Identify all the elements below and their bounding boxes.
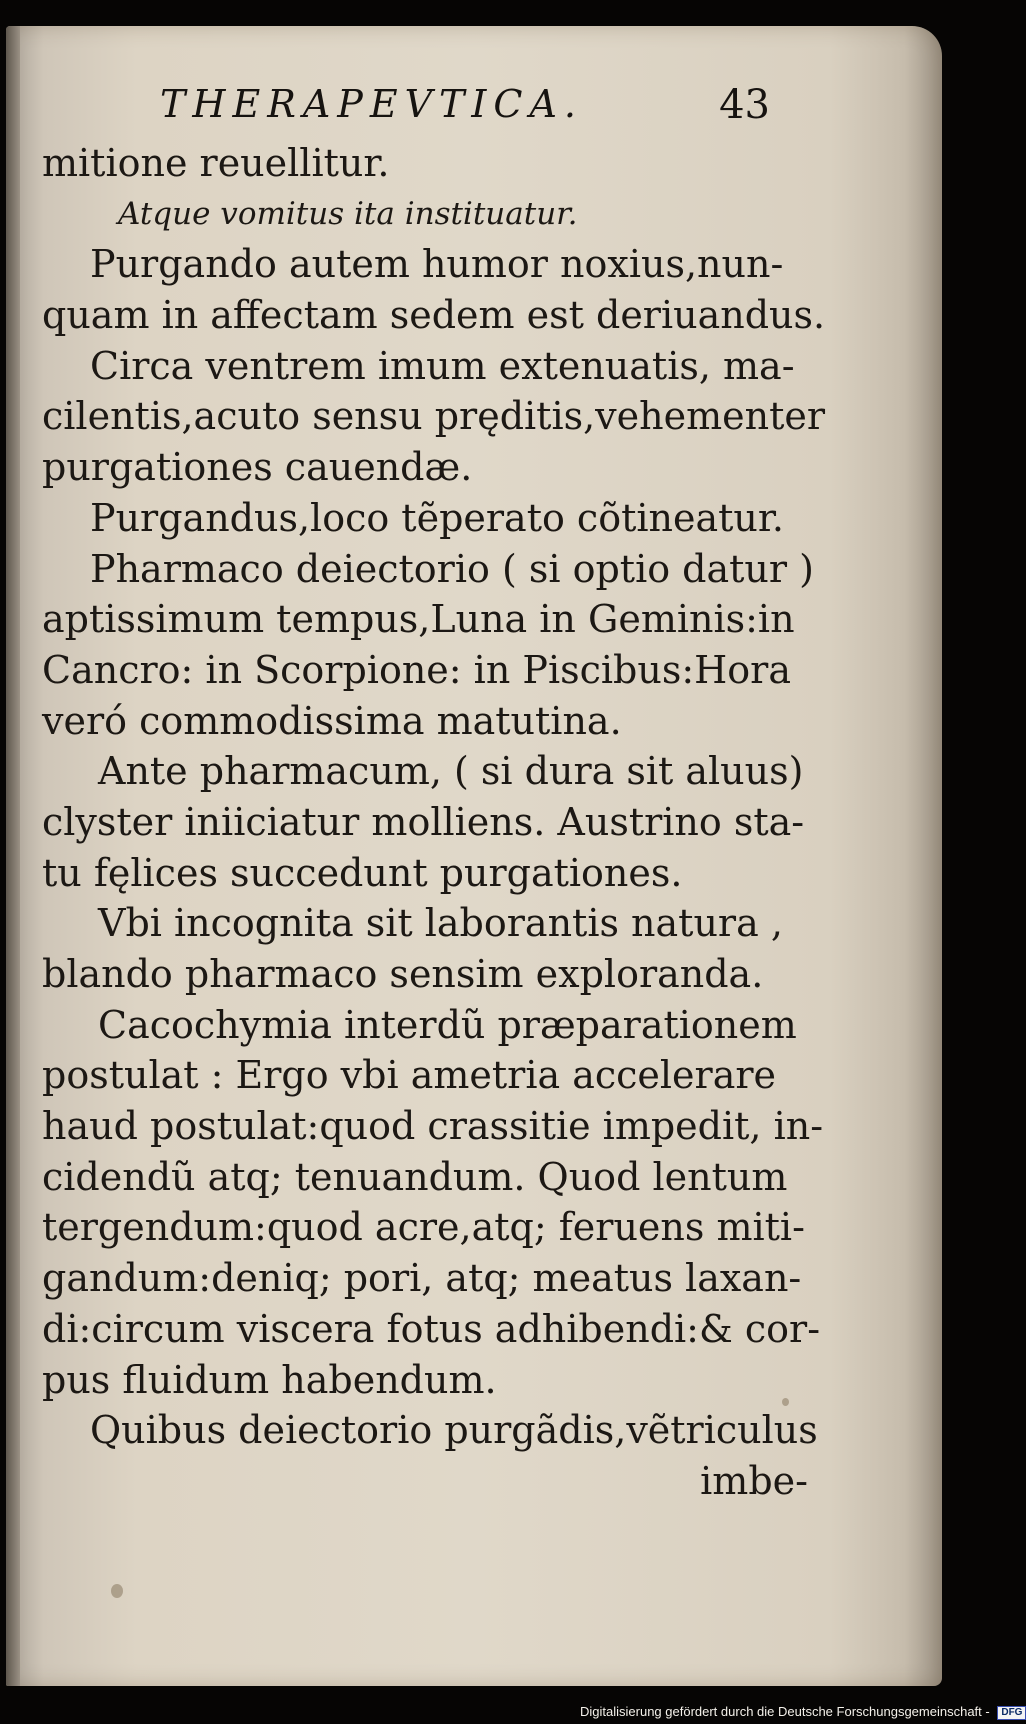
text-line: Vbi incognita sit laborantis natura ,: [98, 901, 783, 946]
text-line: Cacochymia interdũ præparationem: [98, 1002, 797, 1047]
text-line: Purgando autem humor noxius,nun-: [90, 242, 784, 287]
text-line: Cancro: in Scorpione: in Piscibus:Hora: [42, 647, 791, 692]
text-line: pus fluidum habendum.: [42, 1357, 497, 1402]
text-line: Pharmaco deiectorio ( si optio datur ): [90, 546, 814, 591]
dfg-logo: DFG: [997, 1706, 1026, 1720]
ink-smudge: [111, 1584, 123, 1598]
text-block: [42, 138, 826, 1507]
footer-credit-text: Digitalisierung gefördert durch die Deutsche Forschungsgemeinschaft -: [580, 1704, 990, 1719]
page-number: 43: [719, 82, 770, 128]
text-line: di:circum viscera fotus adhibendi:& cor-: [42, 1306, 821, 1351]
text-line: quam in affectam sedem est deriuandus.: [42, 293, 826, 338]
text-line: gandum:deniq; pori, atq; meatus laxan-: [42, 1256, 802, 1301]
text-line: purgationes cauendæ.: [42, 445, 473, 490]
footer-credit: [580, 1704, 1026, 1720]
text-line: mitione reuellitur.: [42, 141, 390, 185]
text-line: haud postulat:quod crassitie impedit, in-: [42, 1104, 824, 1149]
running-head: THERAPEVTICA.: [160, 82, 583, 126]
text-line: cidendũ atq; tenuandum. Quod lentum: [42, 1154, 788, 1199]
text-line: tergendum:quod acre,atq; feruens miti-: [42, 1205, 805, 1250]
text-line: postulat : Ergo vbi ametria accelerare: [42, 1053, 777, 1098]
text-line: aptissimum tempus,Luna in Geminis:in: [42, 597, 795, 642]
text-line: Ante pharmacum, ( si dura sit aluus): [98, 749, 804, 794]
text-line: blando pharmaco sensim exploranda.: [42, 952, 764, 996]
page-header: [160, 82, 770, 142]
text-line: veró commodissima matutina.: [42, 698, 622, 743]
section-heading: Atque vomitus ita instituatur.: [118, 195, 578, 232]
text-line: imbe-: [700, 1458, 808, 1503]
text-line: tu fęlices succedunt purgationes.: [42, 850, 683, 895]
page-binding-edge: [6, 26, 20, 1686]
text-line: clyster iniiciatur molliens. Austrino sta-: [42, 799, 805, 844]
text-line: Circa ventrem imum extenuatis, ma-: [90, 343, 795, 388]
text-line: Quibus deiectorio purgãdis,vẽtriculus: [90, 1408, 818, 1453]
text-line: cilentis,acuto sensu pręditis,vehementer: [42, 394, 826, 439]
text-line: Purgandus,loco tẽperato cõtineatur.: [90, 495, 784, 540]
